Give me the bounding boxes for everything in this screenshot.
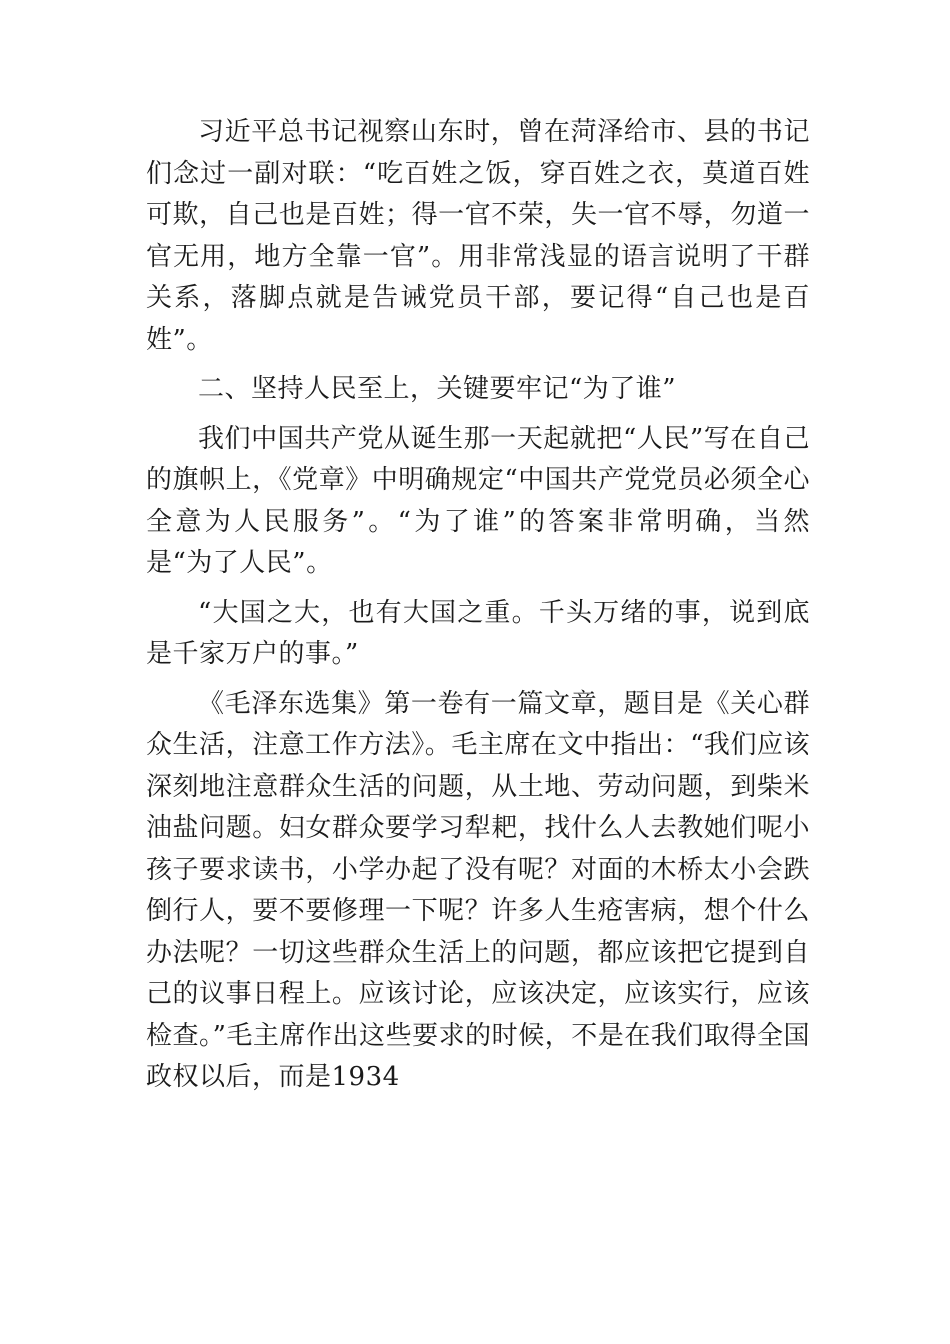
section-heading: 二、坚持人民至上，关键要牢记“为了谁”: [198, 374, 677, 404]
paragraph-couplet: 习近平总书记视察山东时，曾在菏泽给市、县的书记们念过一副对联：“吃百姓之饭，穿百姓之衣，莫道百姓可欺，自己也是百姓；得一官不荣，失一官不辱，勿道一官无用，地方全靠一官”。用非常浅显的语言说明了干群关系，落脚点就是告诫党员干部，要记得“自己也是百姓”。: [146, 117, 810, 355]
paragraph-mao-selected-works: 《毛泽东选集》第一卷有一篇文章，题目是《关心群众生活，注意工作方法》。毛主席在文中指出：“我们应该深刻地注意群众生活的问题，从土地、劳动问题，到柴米油盐问题。妇女群众要学习犁耙，找什么人去教她们呢小孩子要求读书，小学办起了没有呢？对面的木桥太小会跌倒行人，要不要修理一下呢？许多人生疮害病，想个什么办法呢？一切这些群众生活上的问题，都应该把它提到自己的议事日程上。应该讨论，应该决定，应该实行，应该检查。”毛主席作出这些要求的时候，不是在我们取得全国政权以后，而是1934: [146, 688, 810, 1092]
paragraph-quote: “大国之大，也有大国之重。千头万绪的事，说到底是千家万户的事。”: [146, 597, 810, 669]
document-body: [146, 112, 810, 1107]
paragraph-party-constitution: 我们中国共产党从诞生那一天起就把“人民”写在自己的旗帜上，《党章》中明确规定“中国共产党党员必须全心全意为人民服务”。“为了谁”的答案非常明确，当然是“为了人民”。: [146, 423, 810, 578]
